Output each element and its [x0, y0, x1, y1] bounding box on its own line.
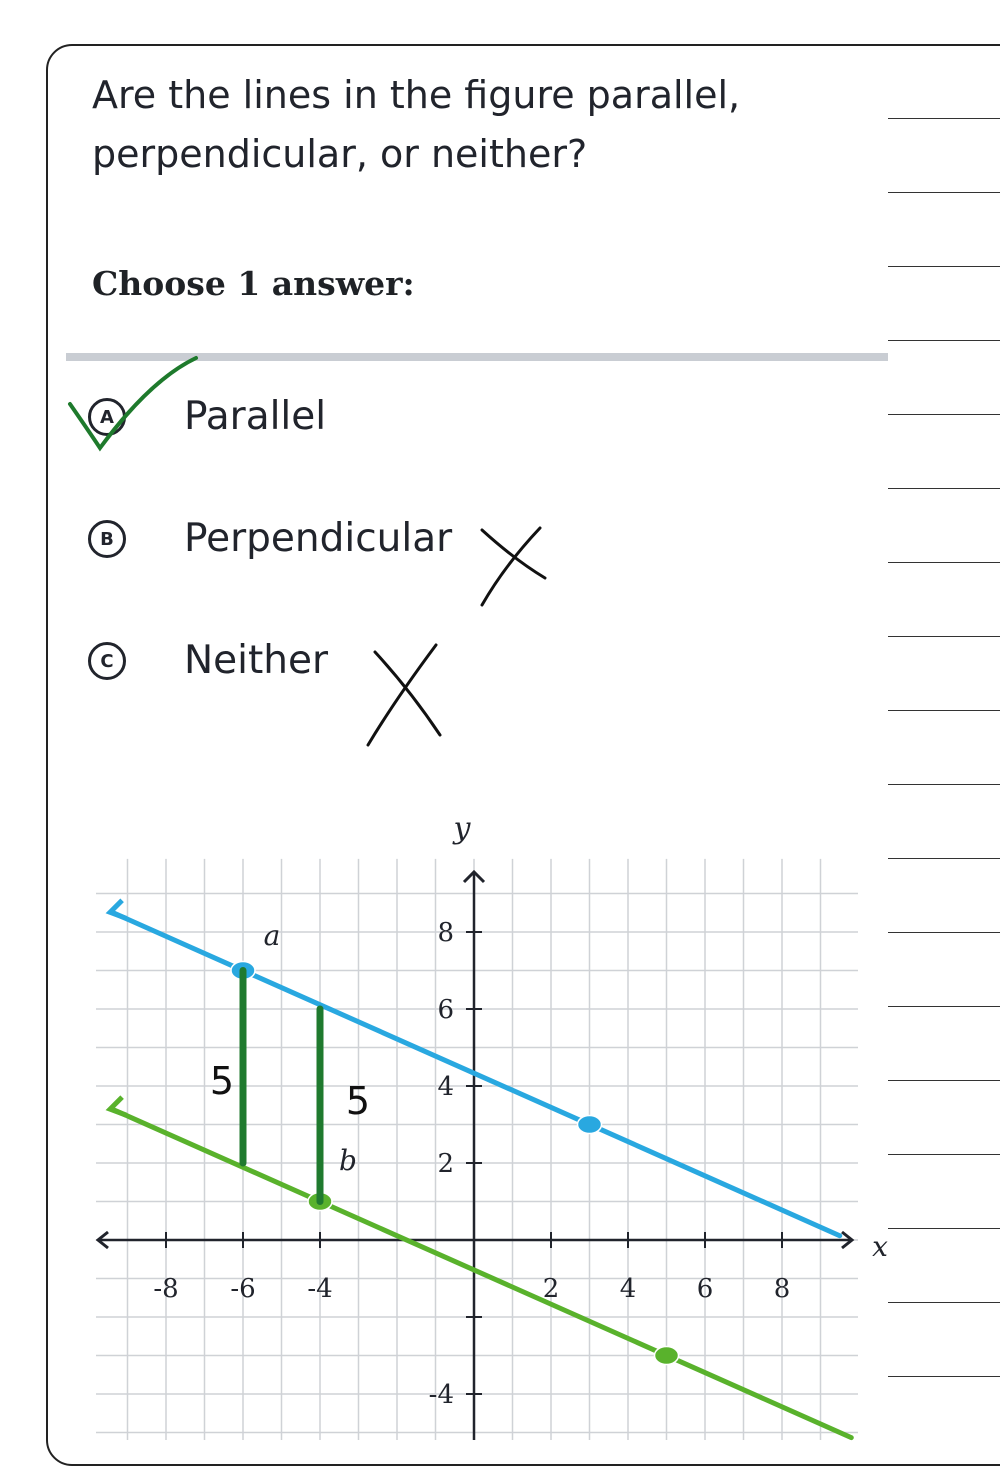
- choice-b-label: Perpendicular: [184, 516, 453, 561]
- x-tick-label: 2: [542, 1274, 560, 1304]
- y-tick-label: 8: [437, 918, 454, 948]
- y-axis-label: y: [453, 811, 471, 846]
- x-axis-label: x: [872, 1230, 888, 1263]
- line-b: [112, 1109, 851, 1438]
- choice-a-label: Parallel: [184, 394, 327, 439]
- line-a-arrow-icon: [110, 900, 126, 918]
- x-tick-label: -8: [153, 1274, 179, 1304]
- question-text: [92, 66, 852, 184]
- line-a-label: a: [263, 919, 281, 952]
- x-tick-label: 6: [696, 1274, 714, 1304]
- coordinate-graph: [0, 790, 1000, 1470]
- y-tick-label: 4: [437, 1072, 454, 1102]
- line-b-point: [655, 1347, 679, 1365]
- choice-a-letter: A: [88, 398, 126, 436]
- handwritten-note-1: 5: [209, 1059, 235, 1103]
- question-line-1: Are the lines in the figure parallel,: [92, 73, 741, 117]
- choose-prompt: Choose 1 answer:: [92, 264, 415, 303]
- x-tick-label: -6: [230, 1274, 256, 1304]
- x-tick-label: 4: [619, 1274, 637, 1304]
- graph-labels: [153, 811, 888, 1410]
- line-b-label: b: [339, 1144, 357, 1177]
- plot-lines: [110, 900, 851, 1437]
- handwritten-note-2: 5: [345, 1079, 371, 1123]
- y-tick-label: 6: [437, 995, 454, 1025]
- choice-c-letter: C: [88, 642, 126, 680]
- question-line-2: perpendicular, or neither?: [92, 132, 588, 176]
- y-tick-label: -4: [428, 1380, 454, 1410]
- x-tick-label: 8: [773, 1274, 791, 1304]
- x-tick-label: -4: [307, 1274, 333, 1304]
- grid: [96, 859, 858, 1440]
- line-b-arrow-icon: [110, 1097, 126, 1115]
- line-a-point: [578, 1116, 602, 1134]
- divider: [66, 353, 888, 361]
- y-tick-label: 2: [437, 1149, 454, 1179]
- choice-c-label: Neither: [184, 638, 329, 683]
- choice-b-letter: B: [88, 520, 126, 558]
